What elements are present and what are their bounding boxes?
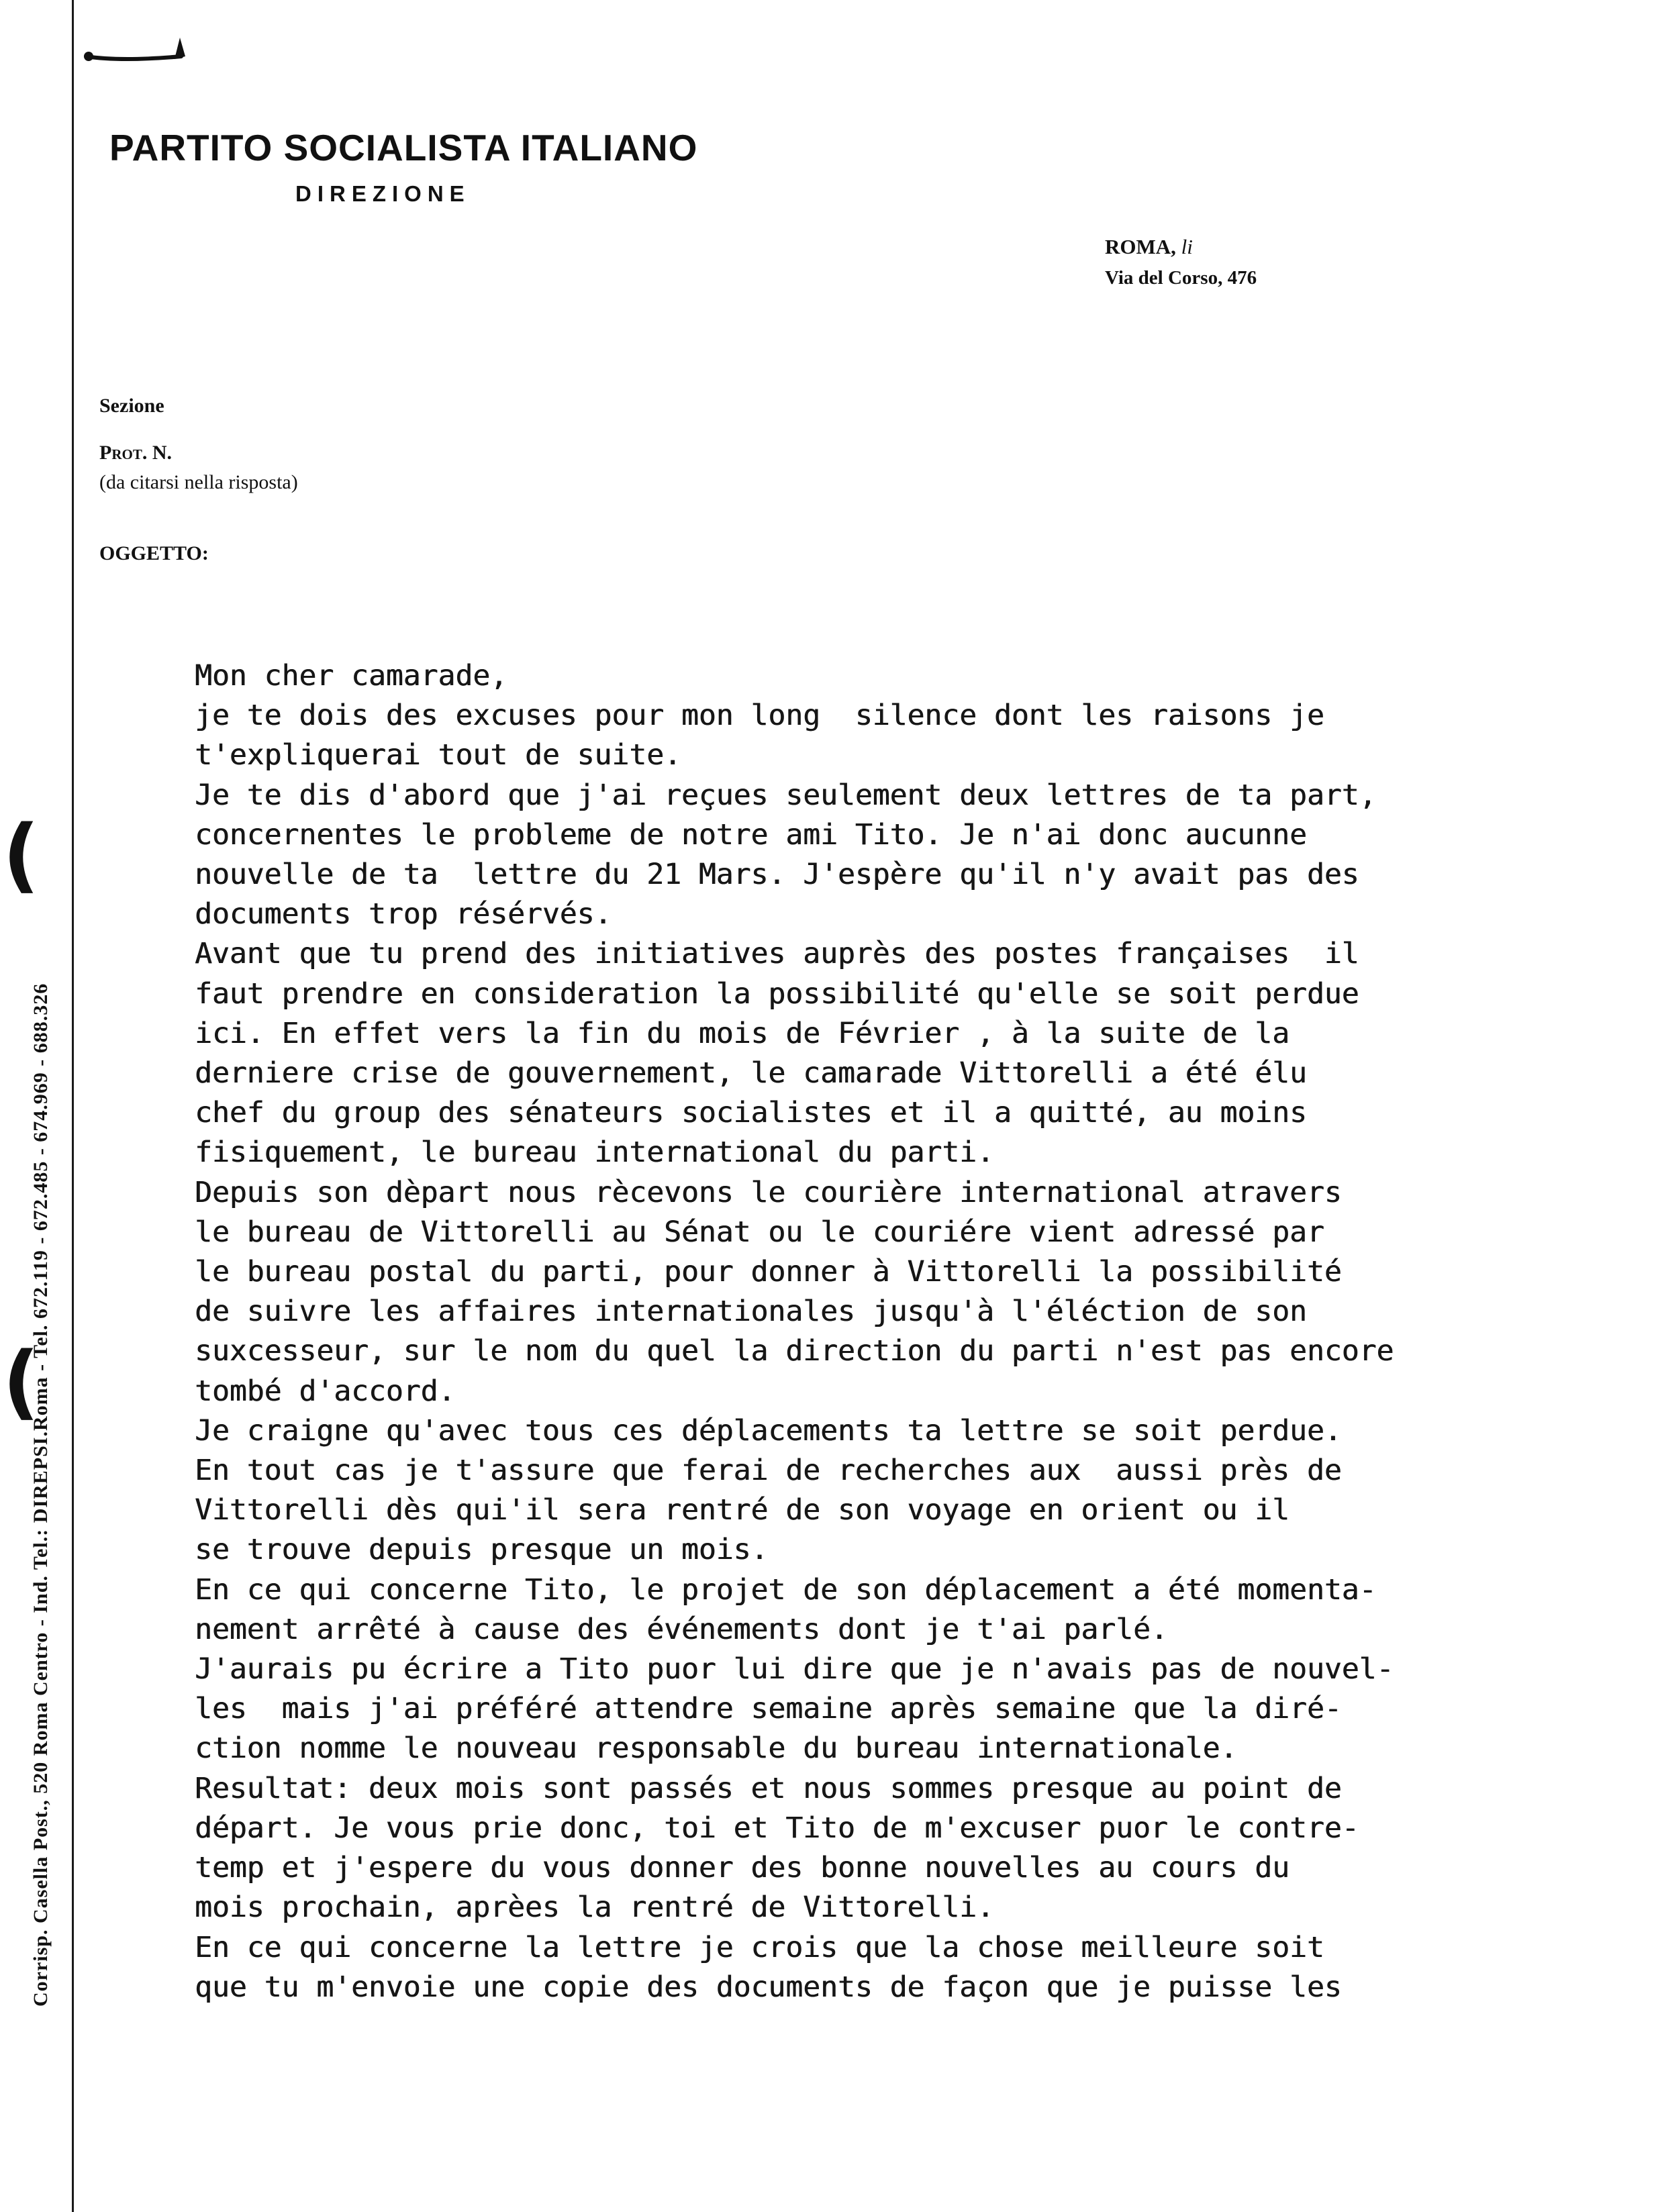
letter-line: ici. En effet vers la fin du mois de Février , à la suite de la bbox=[195, 1016, 1290, 1050]
letter-line: Je te dis d'abord que j'ai reçues seulement deux lettres de ta part, bbox=[195, 778, 1377, 812]
letter-line: En ce qui concerne Tito, le projet de son déplacement a été momenta- bbox=[195, 1572, 1377, 1607]
letter-line: derniere crise de gouvernement, le camarade Vittorelli a été élu bbox=[195, 1056, 1307, 1091]
letter-line: se trouve depuis presque un mois. bbox=[195, 1533, 769, 1567]
letter-line: concernentes le probleme de notre ami Tito. Je n'ai donc aucunne bbox=[195, 817, 1307, 852]
letter-line: départ. Je vous prie donc, toi et Tito de m'excuser puor le contre- bbox=[195, 1811, 1359, 1845]
left-margin-rule bbox=[72, 0, 74, 2212]
letter-line: J'aurais pu écrire a Tito puor lui dire que je n'avais pas de nouvel- bbox=[195, 1652, 1394, 1687]
letter-line: Vittorelli dès qui'il sera rentré de son voyage en orient ou il bbox=[195, 1493, 1290, 1527]
letter-line: chef du group des sénateurs socialistes et il a quitté, au moins bbox=[195, 1096, 1307, 1130]
department-name: DIREZIONE bbox=[295, 181, 471, 206]
party-name: PARTITO SOCIALISTA ITALIANO bbox=[109, 127, 698, 168]
letter-body bbox=[195, 656, 1631, 2007]
letter-line: faut prendre en consideration la possibilité qu'elle se soit perdue bbox=[195, 976, 1359, 1011]
letter-line: temp et j'espere du vous donner des bonne nouvelles au cours du bbox=[195, 1851, 1290, 1885]
city-label: ROMA, bbox=[1105, 235, 1176, 258]
letter-line: fisiquement, le bureau international du parti. bbox=[195, 1136, 994, 1170]
letter-line: le bureau postal du parti, pour donner à Vittorelli la possibilité bbox=[195, 1255, 1342, 1289]
letter-line: ction nomme le nouveau responsable du bureau internationale. bbox=[195, 1731, 1238, 1766]
letter-line: Je craigne qu'avec tous ces déplacements ta lettre se soit perdue. bbox=[195, 1413, 1342, 1448]
letter-line: nouvelle de ta lettre du 21 Mars. J'espère qu'il n'y avait pas des bbox=[195, 858, 1359, 892]
letter-line: Mon cher camarade, bbox=[195, 659, 507, 693]
street-address: Via del Corso, 476 bbox=[1105, 267, 1257, 289]
date-prefix: li bbox=[1181, 235, 1193, 258]
letter-line: que tu m'envoie une copie des documents de façon que je puisse les bbox=[195, 1970, 1342, 2004]
letter-line: mois prochain, aprèes la rentré de Vittorelli. bbox=[195, 1891, 994, 1925]
corner-pen-mark bbox=[81, 30, 195, 77]
letter-line: documents trop résérvés. bbox=[195, 897, 612, 932]
punch-hole-mark-upper: ( bbox=[3, 809, 40, 902]
protocol-field: Prot. N. bbox=[99, 442, 172, 464]
subject-field: OGGETTO: bbox=[99, 542, 209, 564]
citation-note: (da citarsi nella risposta) bbox=[99, 471, 298, 493]
letter-line: Depuis son dèpart nous rècevons le courière international atravers bbox=[195, 1175, 1342, 1209]
sidebar-contact-info: Corrisp. Casella Post., 520 Roma Centro - Ind. Tel.: DIREPSI.Roma - Tel. 672.119 - 672.485 - 674.969 - 688.326 bbox=[30, 983, 52, 2007]
letter-line: le bureau de Vittorelli au Sénat ou le couriére vient adressé par bbox=[195, 1215, 1324, 1249]
letter-line: Resultat: deux mois sont passés et nous sommes presque au point de bbox=[195, 1771, 1342, 1805]
letter-line: je te dois des excuses pour mon long silence dont les raisons je bbox=[195, 699, 1324, 733]
section-field: Sezione bbox=[99, 395, 164, 417]
letter-line: suxcesseur, sur le nom du quel la direction du parti n'est pas encore bbox=[195, 1334, 1394, 1368]
letter-line: En tout cas je t'assure que ferai de recherches aux aussi près de bbox=[195, 1454, 1342, 1488]
letter-line: tombé d'accord. bbox=[195, 1374, 456, 1408]
letter-line: nement arrêté à cause des événements dont je t'ai parlé. bbox=[195, 1612, 1168, 1646]
city-date-line bbox=[1105, 235, 1193, 259]
punch-hole-mark-lower: ( bbox=[3, 1336, 40, 1429]
letter-line: t'expliquerai tout de suite. bbox=[195, 738, 681, 772]
letter-line: de suivre les affaires internationales jusqu'à l'éléction de son bbox=[195, 1295, 1307, 1329]
letter-line: Avant que tu prend des initiatives auprès des postes françaises il bbox=[195, 937, 1359, 971]
letter-line: les mais j'ai préféré attendre semaine après semaine que la diré- bbox=[195, 1692, 1342, 1726]
letter-line: En ce qui concerne la lettre je crois que la chose meilleure soit bbox=[195, 1930, 1324, 1964]
